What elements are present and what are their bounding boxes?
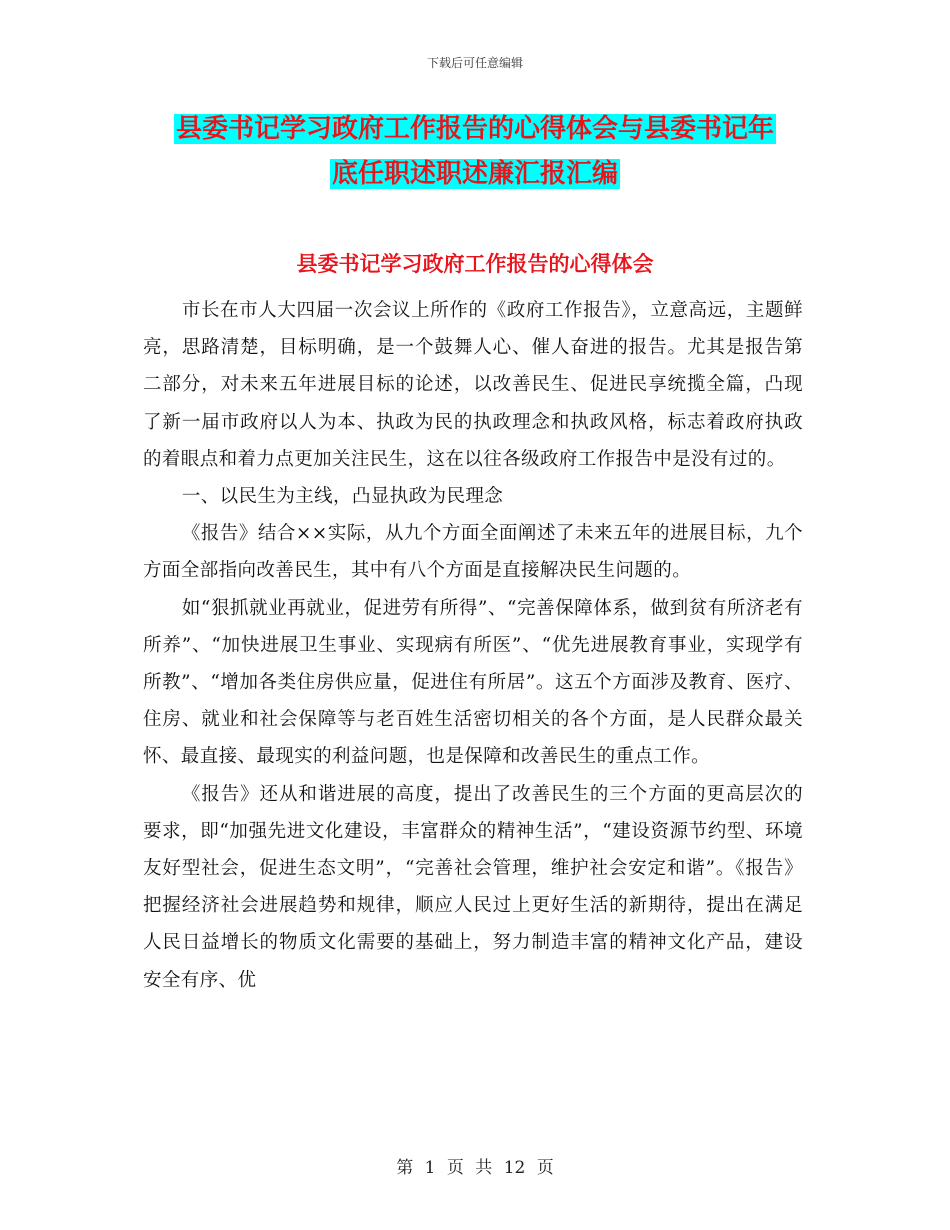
paragraph: 《报告》还从和谐进展的高度，提出了改善民生的三个方面的更高层次的要求，即“加强先进文化建设，丰富群众的精神生活”，“建设资源节约型、环境友好型社会，促进生态文明”，“完善社会管理，维护社会安定和谐”。《报告》把握经济社会进展趋势和规律，顺应人民过上更好生活的新期待，提出在满足人民日益增长的物质文化需要的基础上，努力制造丰富的精神文化产品，建设安全有序、优 [143,783,803,991]
section-title: 县委书记学习政府工作报告的心得体会 [296,252,654,276]
title-line-1-text: 县委书记学习政府工作报告的心得体会与县委书记年 [175,114,774,144]
body-text [143,292,803,999]
document-title-line-1 [0,113,950,145]
header-note: 下载后可任意编辑 [426,56,523,70]
paragraph: 一、以民生为主线，凸显执政为民理念 [181,486,504,508]
paragraph: 市长在市人大四届一次会议上所作的《政府工作报告》，立意高远，主题鲜亮，思路清楚，目标明确，是一个鼓舞人心、催人奋进的报告。尤其是报告第二部分，对未来五年进展目标的论述，以改善民生、促进民享统揽全篇，凸现了新一届市政府以人为本、执政为民的执政理念和执政风格，标志着政府执政的着眼点和着力点更加关注民生，这在以往各级政府工作报告中是没有过的。 [143,300,803,470]
document-title-line-2 [0,158,950,190]
paragraph: 《报告》结合××实际，从九个方面全面阐述了未来五年的进展目标，九个方面全部指向改善民生，其中有八个方面是直接解决民生问题的。 [143,523,803,582]
page-footer: 第 1 页 共 12 页 [396,1158,554,1178]
paragraph: 如“狠抓就业再就业，促进劳有所得”、“完善保障体系，做到贫有所济老有所养”、“加快进展卫生事业、实现病有所医”、“优先进展教育事业，实现学有所教”、“增加各类住房供应量，促进住有所居”。这五个方面涉及教育、医疗、住房、就业和社会保障等与老百姓生活密切相关的各个方面，是人民群众最关怀、最直接、最现实的利益问题，也是保障和改善民生的重点工作。 [143,597,803,768]
title-line-2-text: 底任职述职述廉汇报汇编 [331,159,618,189]
